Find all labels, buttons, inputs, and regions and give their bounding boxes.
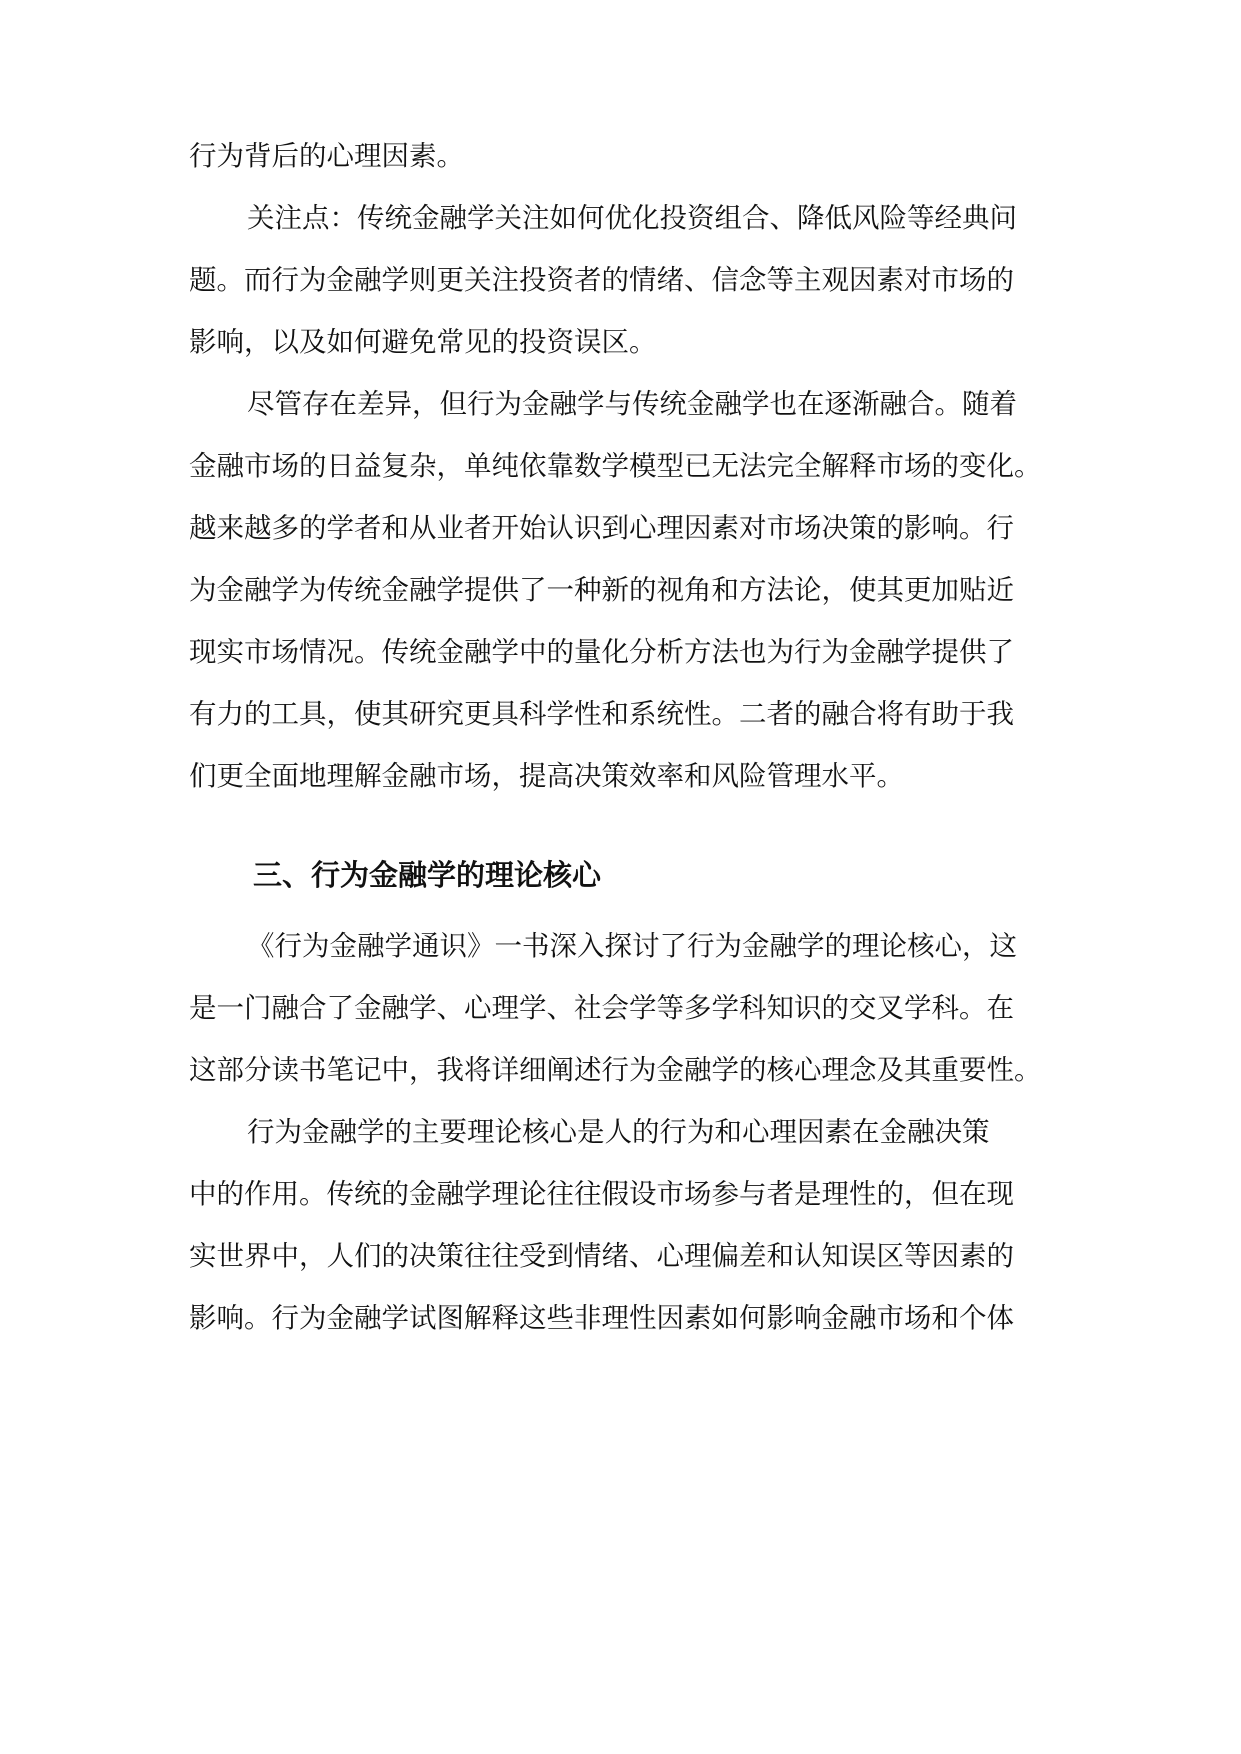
heading-text: 三、行为金融学的理论核心 [253,858,602,892]
line-text: 有力的工具，使其研究更具科学性和系统性。二者的融合将有助于我 [189,698,1014,730]
line-text: 这部分读书笔记中，我将详细阐述行为金融学的核心理念及其重要性。 [189,1054,1042,1086]
line-text: 影响。行为金融学试图解释这些非理性因素如何影响金融市场和个体 [189,1302,1014,1334]
line-text: 行为背后的心理因素。 [189,140,464,172]
line-text: 关注点：传统金融学关注如何优化投资组合、降低风险等经典问 [247,202,1017,234]
line-text: 是一门融合了金融学、心理学、社会学等多学科知识的交叉学科。在 [189,992,1014,1024]
line-text: 金融市场的日益复杂，单纯依靠数学模型已无法完全解释市场的变化。 [189,450,1042,482]
line-text: 尽管存在差异，但行为金融学与传统金融学也在逐渐融合。随着 [247,388,1017,420]
line-text: 题。而行为金融学则更关注投资者的情绪、信念等主观因素对市场的 [189,264,1014,296]
line-text: 为金融学为传统金融学提供了一种新的视角和方法论，使其更加贴近 [189,574,1014,606]
line-text: 们更全面地理解金融市场，提高决策效率和风险管理水平。 [189,760,904,792]
line-text: 《行为金融学通识》一书深入探讨了行为金融学的理论核心，这 [247,930,1017,962]
line-text: 中的作用。传统的金融学理论往往假设市场参与者是理性的，但在现 [189,1178,1014,1210]
line-text: 行为金融学的主要理论核心是人的行为和心理因素在金融决策 [247,1116,990,1148]
line-text: 影响，以及如何避免常见的投资误区。 [189,326,657,358]
line-text: 实世界中，人们的决策往往受到情绪、心理偏差和认知误区等因素的 [189,1240,1014,1272]
line-text: 现实市场情况。传统金融学中的量化分析方法也为行为金融学提供了 [189,636,1014,668]
line-text: 越来越多的学者和从业者开始认识到心理因素对市场决策的影响。行 [189,512,1014,544]
